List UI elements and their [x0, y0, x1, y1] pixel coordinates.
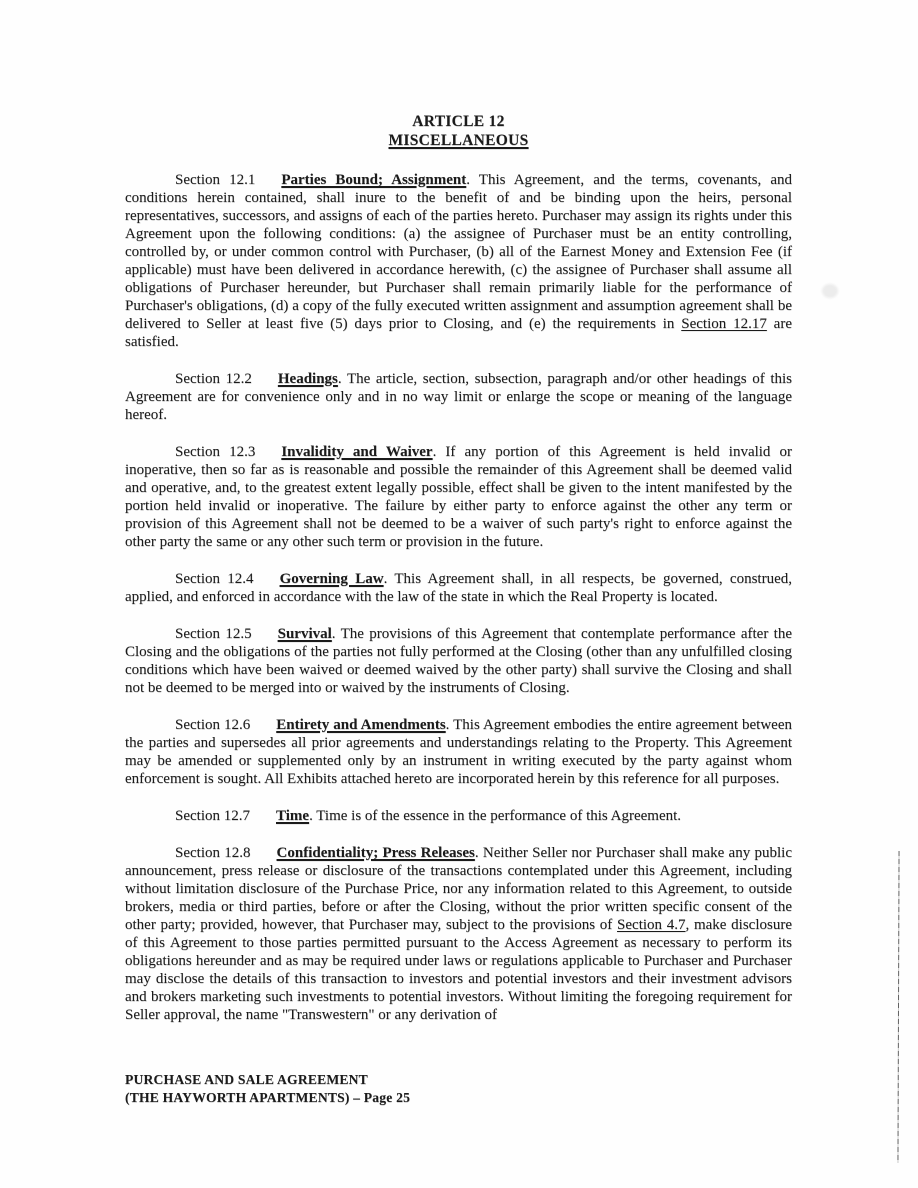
section-number: Section 12.5: [175, 626, 252, 642]
section-body: . The article, section, subsection, paragraph and/or other headings of this Agreement are for convenience only and in no way limit or enlarge the scope or meaning of the language hereof.: [125, 371, 792, 423]
section-body-post: are satisfied.: [125, 316, 792, 350]
section-heading: Headings: [277, 371, 338, 387]
section-cross-reference: Section 4.7: [617, 917, 686, 933]
section-number: Section 12.7: [175, 808, 250, 824]
section-number: Section 12.4: [175, 571, 254, 587]
scan-artifact-smudge: [822, 284, 838, 298]
section-paragraph-12-1: [125, 171, 792, 351]
section-body-post: , make disclosure of this Agreement to those parties permitted pursuant to the Access Agreement as necessary to perform its obligations hereunder and as may be required under laws or regulations applicable to Purchaser and Purchaser may disclose the details of this transaction to investors and potential investors and their investment advisors and brokers marketing such investments to potential investors. Without limiting the foregoing requirement for Seller approval, the name "Transwestern" or any derivation of: [125, 917, 792, 1023]
section-heading: Entirety and Amendments: [276, 717, 446, 733]
section-heading: Time: [276, 808, 310, 824]
section-body: . If any portion of this Agreement is held invalid or inoperative, then so far as is reasonable and possible the remainder of this Agreement shall be deemed valid and operative, and, to the greatest extent legally possible, effect shall be given to the intent manifested by the portion held invalid or inoperative. The failure by either party to enforce against the other any term or provision of this Agreement shall not be deemed to be a waiver of such party's right to enforce against the other party the same or any other such term or provision in the future.: [125, 444, 793, 550]
page-footer: [125, 1071, 410, 1106]
section-paragraph-12-8: [125, 844, 792, 1024]
section-number: Section 12.1: [175, 172, 256, 188]
section-body: . This Agreement, and the terms, covenants, and conditions herein contained, shall inure to the benefit of and be binding upon the heirs, personal representatives, successors, and assigns of each of the parties hereto. Purchaser may assign its rights under this Agreement upon the following conditions: (a) the assignee of Purchaser must be an entity controlling, controlled by, or under common control with Purchaser, (b) all of the Earnest Money and Extension Fee (if applicable) must have been delivered in accordance herewith, (c) the assignee of Purchaser shall assume all obligations of Purchaser hereunder, but Purchaser shall remain primarily liable for the performance of Purchaser's obligations, (d) a copy of the fully executed written assignment and assumption agreement shall be delivered to Seller at least five (5) days prior to Closing, and (e) the requirements in: [125, 172, 793, 332]
section-number: Section 12.2: [175, 371, 252, 387]
article-header: [125, 112, 792, 150]
section-paragraph-12-5: [125, 625, 792, 697]
document-content: [125, 112, 792, 1043]
section-paragraph-12-2: [125, 370, 792, 424]
article-subtitle: MISCELLANEOUS: [388, 132, 529, 149]
section-cross-reference: Section 12.17: [681, 316, 767, 332]
footer-document-title: PURCHASE AND SALE AGREEMENT: [125, 1072, 368, 1087]
section-heading: Survival: [277, 626, 332, 642]
section-heading: Governing Law: [279, 571, 384, 587]
section-body: . Time is of the essence in the performance of this Agreement.: [309, 808, 682, 824]
scan-artifact-line: [897, 851, 899, 1163]
section-body: . The provisions of this Agreement that contemplate performance after the Closing and the obligations of the parties not fully performed at the Closing (other than any unfulfilled closing conditions which have been waived or deemed waived by the other party) shall survive the Closing and shall not be deemed to be merged into or waived by the instruments of Closing.: [125, 626, 793, 696]
section-number: Section 12.6: [175, 717, 251, 733]
article-title: ARTICLE 12: [412, 113, 505, 130]
section-heading: Invalidity and Waiver: [281, 444, 433, 460]
section-number: Section 12.3: [175, 444, 256, 460]
section-number: Section 12.8: [175, 845, 251, 861]
section-body: . This Agreement embodies the entire agreement between the parties and supersedes all prior agreements and understandings relating to the Property. This Agreement may be amended or supplemented only by an instrument in writing executed by the party against whom enforcement is sought. All Exhibits attached hereto are incorporated herein by this reference for all purposes.: [125, 717, 792, 787]
section-heading: Parties Bound; Assignment: [281, 172, 467, 188]
section-body: . Neither Seller nor Purchaser shall make any public announcement, press release or disclosure of the transactions contemplated under this Agreement, including without limitation disclosure of the Purchase Price, nor any information related to this Agreement, to outside brokers, media or third parties, before or after the Closing, without the prior written specific consent of the other party; provided, however, that Purchaser may, subject to the provisions of: [125, 845, 793, 933]
section-heading: Confidentiality; Press Releases: [276, 845, 475, 861]
section-paragraph-12-3: [125, 443, 792, 551]
section-paragraph-12-6: [125, 716, 792, 788]
footer-property-page-number: (THE HAYWORTH APARTMENTS) – Page 25: [125, 1089, 411, 1105]
section-paragraph-12-4: [125, 570, 792, 606]
section-paragraph-12-7: [125, 807, 792, 825]
section-body: . This Agreement shall, in all respects, be governed, construed, applied, and enforced in accordance with the law of the state in which the Real Property is located.: [125, 571, 792, 605]
